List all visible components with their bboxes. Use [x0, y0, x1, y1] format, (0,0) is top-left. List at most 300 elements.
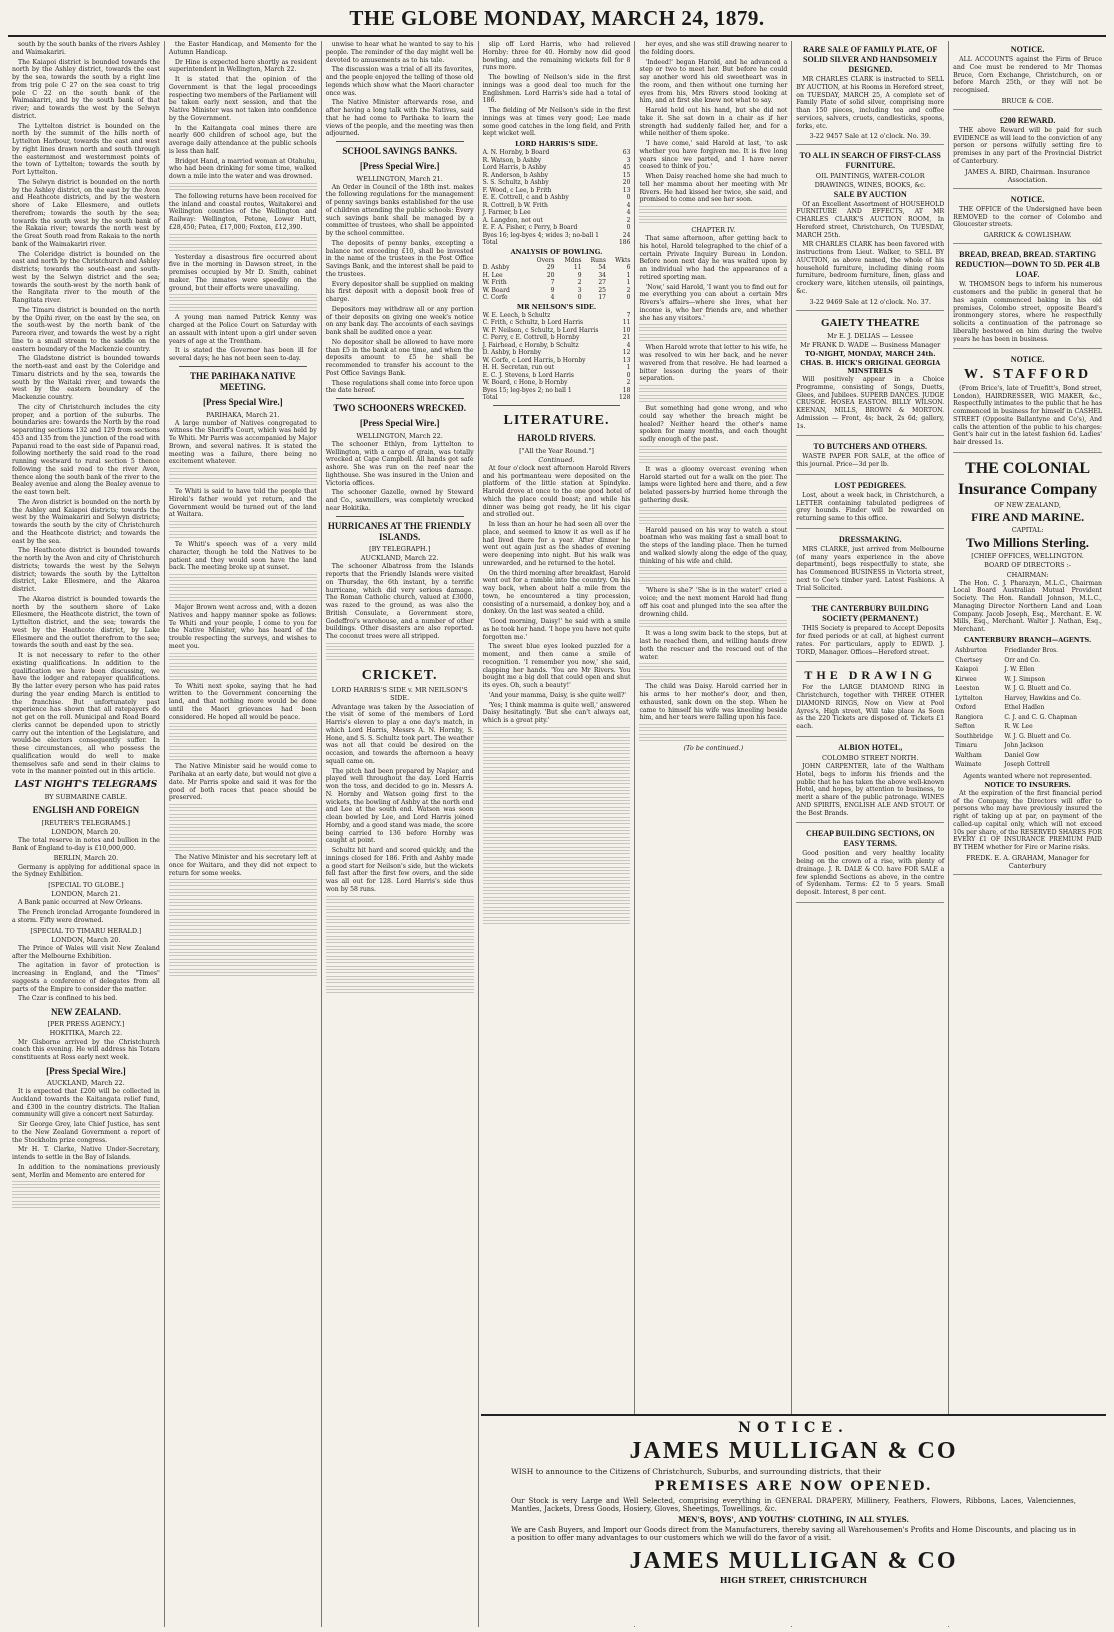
paragraph: unwise to hear what he wanted to say to his people. The reminder of the day might well be devoted to amusements as to his tale. [325, 41, 474, 64]
ad-title: THE DRAWING [804, 668, 937, 683]
ad-title: SALE BY AUCTION [833, 189, 907, 199]
ad-company-name: JAMES MULLIGAN & CO [629, 1548, 958, 1574]
cable-subheading: BY SUBMARINE CABLE. [44, 793, 128, 802]
scorecard-title: MR NEILSON'S SIDE. [516, 302, 597, 311]
ad-subtitle: OIL PAINTINGS, WATER-COLOR DRAWINGS, WINES, BOOKS, &c. [814, 172, 926, 189]
ad-title: ALBION HOTEL, [838, 742, 903, 752]
paragraph: An Order in Council of the 18th inst. makes the following regulations for the management of penny savings banks established for the use of children attending the public schools: Every such savings bank shall be managed by a committee of trustees, who shall be appointed by the school committee. [325, 183, 474, 238]
agent-row [955, 714, 1100, 722]
score-row [483, 372, 631, 380]
ad-signature: JAMES A. BIRD, Chairman. Insurance Association. [965, 167, 1091, 184]
dateline: BERLIN, March 20. [53, 854, 119, 863]
divider [493, 405, 621, 406]
bowling-analysis-title: ANALYSIS OF BOWLING. [510, 247, 603, 256]
table-cell: Joseph Cottrell [1004, 761, 1050, 768]
paragraph: In addition to the nominations previously sent, Merlin and Memento are entered for [12, 1163, 160, 1179]
table-cell: 25 [598, 286, 606, 294]
table-cell: W. Board [482, 286, 510, 294]
ad-title: BREAD, BREAD, BREAD. STARTING REDUCTION—DOWN TO 5D. PER 4LB LOAF. [955, 250, 1100, 280]
table-cell: D. Ashby, b Hornby [482, 349, 542, 357]
text-filler [639, 507, 787, 515]
divider [179, 366, 307, 367]
paragraph: Bridget Hand, a married woman at Otahuhu, who had been drinking for some time, walked down a mile into the water and was drowned. [168, 157, 317, 180]
text-filler [169, 594, 317, 602]
ad-title: CHEAP BUILDING SECTIONS, ON EASY TERMS. [805, 829, 935, 849]
text-filler [639, 724, 787, 732]
paragraph: south by the south banks of the rivers Ashley and Waimakariri. [12, 41, 160, 56]
ad-text: Will positively appear in a Choice Programme, consisting of Songs, Duetts, Glees, and Jubilees. SUPERB DANCES. JUDGE CRUSOE. HOSEA EASTON. BILLY WILSON. KEENAN, MILLS, BROWN & MORTON. Admission — Front, 4s; back, 2s 6d; gallery, 1s. [796, 376, 945, 430]
table-cell: Sefton [955, 723, 975, 730]
text-filler [169, 949, 317, 957]
ad-text: At the expiration of the first financial period of the Company, the Directors will offer to persons who may have previously insured the right of taking up at par, on payment of the called-up capital only, which will not exceed 10s per share, of the RESERVED SHARES FOR EVERY £1 OF INSURANCE PREMIUM PAID BY THEM whether for Fire or Marine risks. [953, 789, 1103, 851]
ad-subtitle: [CHIEF OFFICES, WELLINGTON. [971, 552, 1084, 561]
ad-title: DRESSMAKING. [839, 534, 902, 544]
paragraph: The agitation in favor of protection is increasing in England, and the "Times" suggests a conference of delegates from all parts of the Empire to consider the matter. [12, 962, 160, 993]
text-filler [12, 1191, 160, 1199]
agent-row [955, 742, 1100, 750]
table-cell: C. Frith, c Schultz, b Lord Harris [482, 319, 584, 327]
agent-row [955, 695, 1100, 703]
text-filler [483, 737, 631, 745]
table-cell: 0 [626, 224, 631, 232]
text-filler [483, 857, 631, 865]
agent-row [955, 752, 1100, 760]
paragraph: The Prince of Wales will visit New Zealand after the Melbourne Exhibition. [12, 944, 160, 960]
ad-text: For the LARGE DIAMOND RING in Christchurch, together with THREE OTHER DIAMOND RINGS, Now on View at Pool Ayres's, High street, Will take place As Soon as the 220 Tickets are disposed of. Tickets £1 each. [796, 684, 945, 731]
ad-company-name: JAMES MULLIGAN & CO [629, 1438, 958, 1464]
paragraph: The Gladstone district is bounded towards the north-east and east by the Coleridge and Timaru districts and by the sea, towards the south by the Waitaki river, and towards the west by the eastern boundary of the Mackenzie country. [12, 355, 160, 401]
savings-banks-heading: SCHOOL SAVINGS BANKS. [342, 146, 457, 156]
score-row [483, 172, 631, 180]
table-cell: 12 [622, 349, 631, 357]
paragraph: Major Brown went across and, with a dozen Natives and happy manner spoke as follows: Te Whiti and your people, I come to you for the Native Minister, who has heard of the trouble respecting the surveys, and wishes to meet you. [168, 604, 317, 650]
score-row [483, 202, 631, 210]
parihaka-heading: THE PARIHAKA NATIVE MEETING. [189, 370, 296, 392]
table-cell: 7 [626, 311, 631, 319]
paragraph: To Whiti next spoke, saying that he had written to the Government concerning the land, and that nothing more would be done until the Maori grievances had been considered. He hoped all would be peace. [168, 682, 317, 721]
score-row [483, 319, 631, 327]
text-filler [483, 917, 631, 925]
table-cell: 20 [546, 271, 555, 279]
ad-signature: GARRICK & COWLISHAW. [983, 231, 1072, 240]
paragraph: Harold held out his hand, but she did not take it. She sat down in a chair as if her strength had suddenly failed her, and for a while neither of them spoke. [639, 107, 788, 138]
text-filler [169, 824, 317, 832]
text-filler [169, 889, 317, 897]
ad-title: FIRE AND MARINE. [971, 509, 1085, 524]
ad-notice-heading: NOTICE. [738, 1420, 849, 1436]
paragraph: The French ironclad Arrogante foundered in a storm. Fifty were drowned. [12, 909, 160, 924]
paragraph: 'Yes; I think mamma is quite well,' answered Daisy hesitatingly. 'But she can't always eat, which is a great pity.' [482, 701, 631, 725]
text-filler [639, 567, 787, 575]
paragraph: A large number of Natives congregated to witness the Sheriff's Court, which was held by Te Whiti. Mr Parris was accompanied by Major Brown, and several natives. It is stated the meeting was a failure, there being no excitement whatever. [168, 419, 317, 466]
agent-row [955, 761, 1100, 769]
paragraph: 'Where is she?' 'She is in the water!' cried a voice; and the next moment Harold had flung off his coat and plunged into the sea after the drowning child. [639, 587, 788, 618]
paragraph: Mr Gisborne arrived by the Christchurch coach this evening. He will address his Totara constituents at Ross early next week. [12, 1038, 160, 1061]
text-filler [169, 478, 317, 486]
score-row [483, 387, 631, 395]
table-cell: Byes 15; leg-byes 2; no ball 1 [482, 386, 572, 394]
ad-text: MR CHARLES CLARK has been favored with instructions from Lieut. Walker, to SELL BY AUCTION, as above named, the whole of his household furniture, including dining room furniture, bedroom furniture, linen, glass and crockery ware, kitchen utensils, oil paintings, &c. [796, 241, 945, 295]
table-cell: W. Frith [482, 279, 507, 287]
ad-building-sections [796, 825, 944, 903]
paragraph: A Bank panic occurred at New Orleans. [18, 899, 143, 907]
text-filler [326, 956, 474, 964]
ad-text: THE OFFICE of the Undersigned have been REMOVED to the corner of Colombo and Gloucester streets. [953, 205, 1103, 229]
table-cell: 24 [622, 231, 631, 239]
score-row [483, 194, 631, 202]
ad-subtitle: NOTICE TO INSURERS. [984, 780, 1071, 789]
paragraph: No depositor shall be allowed to have more than £5 in the bank at one time, and when the deposits amount to £5 he shall be recommended to transfer his account to the Post Office Savings Bank. [325, 338, 474, 377]
paragraph: The sweet blue eyes looked puzzled for a moment, and then came a smile of recognition. 'I remember you now,' she said, clapping her hands. 'You are Mr Rivers. You bought me a big doll that could open and shut its eyes. Oh, such a beauty!' [482, 643, 631, 690]
ad-gaiety-theatre [796, 313, 944, 437]
agent-row [955, 723, 1100, 731]
dateline: AUCKLAND, March 22. [47, 1079, 125, 1087]
score-row [483, 157, 631, 165]
text-filler [483, 797, 631, 805]
text-filler [483, 807, 631, 815]
ad-headline: PREMISES ARE NOW OPENED. [654, 1479, 933, 1494]
ad-furniture-sale [796, 147, 944, 310]
paragraph: Yesterday a disastrous fire occurred about five in the morning in Dawson street, in the premises occupied by Mr D. Smith, cabinet maker. The inmates were speedily on the ground, but their efforts were unavailing. [168, 253, 317, 292]
paragraph: Schultz hit hard and scored quickly, and the innings closed for 186. Frith and Ashby made a good start for Neilson's side, but the wickets fell fast after the first few overs, and the side was all out for 128. Lord Harris's side thus won by 58 runs. [325, 847, 474, 893]
table-cell: R. W. Lee [1004, 723, 1033, 730]
divider [336, 398, 464, 399]
column-3 [322, 41, 479, 1627]
table-cell: 18 [622, 386, 631, 394]
text-filler [326, 966, 474, 974]
story-title: HAROLD RIVERS. [517, 433, 596, 444]
paragraph: Te Whiti's speech was of a very mild character, though he told the Natives to be patient and they would soon have the land back. The meeting broke up at sunset. [168, 541, 317, 572]
table-cell: 63 [622, 149, 631, 157]
text-filler [169, 834, 317, 842]
column-5 [635, 41, 792, 1627]
ad-text: Good position and very healthy locality being on the crown of a rise, with plenty of drainage. J. R. DALE & CO. have FOR SALE a few splendid Sections as above, in the centre of Sydenham. Terms: £2 to 5 years. Small deposit. Interest, 8 per cent. [796, 850, 945, 896]
paragraph: The Avon district is bounded on the north by the Ashley and Kaiapoi districts; towards the west by the Waimakariri and Selwyn districts; towards the south by the city of Christchurch and the Heathcote district; and towards the east by the sea. [12, 498, 160, 545]
ad-albion-hotel [796, 739, 944, 823]
text-filler [326, 916, 474, 924]
table-cell: 186 [618, 239, 631, 247]
table-cell: Orr and Co. [1004, 656, 1041, 664]
bowling-header-row [483, 257, 631, 265]
score-row [483, 394, 631, 402]
text-filler [169, 723, 317, 731]
table-cell: 11 [573, 264, 582, 272]
table-header-cell: Overs [536, 256, 555, 264]
text-filler [169, 468, 317, 476]
text-filler [639, 385, 787, 393]
ad-subtitle: CANTERBURY BRANCH—AGENTS. [963, 635, 1092, 644]
text-filler [326, 896, 474, 904]
text-filler [483, 897, 631, 905]
press-wire-heading: [Press Special Wire.] [359, 161, 440, 172]
table-cell: Waimate [955, 761, 982, 768]
table-cell: 2 [626, 216, 631, 224]
ad-title: Insurance Company [958, 480, 1098, 498]
ad-message: WISH to announce to the Citizens of Christchurch, Suburbs, and surrounding districts, that their [511, 1467, 882, 1476]
text-filler [169, 574, 317, 582]
table-cell: Lyttelton [955, 694, 983, 702]
paragraph: her eyes, and she was still drawing nearer to the folding doors. [639, 41, 788, 56]
ad-text: ALL ACCOUNTS against the Firm of Bruce and Coe must be rendered to Mr Thomas Bruce, Corn Exchange, Christchurch, on or before March 25th, or they will not be recognised. [953, 56, 1103, 94]
column-4 [479, 41, 636, 1627]
ad-title: RARE SALE OF FAMILY PLATE, OF SOLID SILVER AND HANDSOMELY DESIGNED. [803, 45, 938, 74]
text-filler [483, 727, 631, 735]
table-cell: Byes 16; leg-byes 4; wides 3; no-ball 1 [482, 231, 599, 239]
paragraph: It is stated the Governor has been ill for several days; he has not been seen to-day. [168, 347, 317, 362]
table-cell: A. Langdon, not out [482, 216, 543, 224]
paragraph: 'Good morning, Daisy!' he said with a smile as he took her hand. 'I hope you have not quite forgotten me.' [482, 618, 631, 641]
table-cell: C. J. and C. G. Chapman [1004, 713, 1078, 721]
paragraph: It was a gloomy overcast evening when Harold started out for a walk on the pier. The lamps were lighted here and there, and a few belated passers-by hurried home through the gathering dusk. [639, 465, 788, 504]
telegraph-label: [BY TELEGRAPH.] [369, 545, 431, 553]
text-filler [483, 887, 631, 895]
paragraph: The Native Minister and his secretary left at once for Waitara, and they did not expect to return for some weeks. [168, 854, 317, 877]
ad-subtitle: CAPITAL: [1011, 525, 1044, 534]
paragraph: The Heathcote district is bounded towards the north by the Avon and city of Christchurch districts; towards the west by the Selwyn district; towards the south by the Lyttelton district, Lake Ellesmere, and the Akaroa district. [12, 547, 160, 593]
dateline: LONDON, March 20. [51, 827, 121, 836]
ad-signature: FREDK. E. A. GRAHAM, Manager for Canterbury [965, 853, 1090, 870]
table-cell: 2 [577, 279, 582, 287]
divider [336, 141, 464, 142]
paragraph: The pitch had been prepared by Napier, and played well throughout the day. Lord Harris won the toss, and decided to go in. Messrs A. N. Hornby and Watson going first to the wickets, the bowling of Ashby at the north end and Lee at the south end. Watson was soon clean bowled by Lee, and Lord Harris joined Hornby, and a good stand was made, the score being carried to 136 before Hornby was caught at point. [325, 767, 474, 845]
notice-reward [953, 112, 1102, 189]
table-cell: F. Wood, c Lee, b Frith [482, 186, 552, 194]
text-filler [483, 817, 631, 825]
schooners-heading: TWO SCHOONERS WRECKED. [333, 403, 466, 414]
text-filler [169, 183, 317, 191]
text-filler [326, 653, 474, 661]
text-filler [639, 456, 787, 464]
score-row [483, 209, 631, 217]
new-zealand-heading: NEW ZEALAND. [51, 1007, 121, 1017]
table-cell: J. Farmer, b Lee [482, 209, 531, 217]
ad-name: W. STAFFORD [964, 367, 1092, 383]
notice-bread [953, 246, 1102, 349]
chapter-heading: CHAPTER IV. [691, 226, 736, 234]
bowling-row [483, 272, 631, 280]
text-filler [639, 216, 787, 224]
bowling-row [483, 264, 631, 272]
ad-clothing-line: MEN'S, BOYS', AND YOUTHS' CLOTHING, IN ALL STYLES. [678, 1515, 909, 1524]
table-cell: 54 [598, 264, 606, 272]
table-cell: Total [482, 394, 498, 402]
special-label: [SPECIAL TO GLOBE.] [48, 881, 124, 889]
text-filler [639, 663, 787, 671]
table-cell: C. Perry, c E. Cottrell, b Hornby [482, 334, 580, 342]
ad-subtitle: OF NEW ZEALAND, [994, 500, 1061, 509]
paragraph: Mr H. T. Clarke, Native Under-Secretary, intends to settle in the Bay of Islands. [12, 1146, 160, 1162]
table-cell: S. S. Schultz, b Ashby [482, 179, 549, 187]
paragraph: 'Indeed!' began Harold, and he advanced a step or two to meet her. But before he could say another word his old sweetheart was in the room, and then without one turning her eyes from his, Mrs Rivers stood looking at him, and at first she knew not what to say. [639, 58, 788, 105]
ad-signature: BRUCE & COE. [1001, 96, 1054, 105]
agent-row [955, 685, 1100, 693]
table-cell: D. Ashby [482, 264, 510, 272]
score-row [483, 187, 631, 195]
paragraph: The Czar is confined to his bed. [18, 995, 118, 1003]
paragraph: The Native Minister afterwards rose, and after having a long talk with the Natives, said that he had come to Parihaka to learn the views of the people, and the meeting was then adjourned. [325, 99, 474, 138]
ad-text: (From Brice's, late of Truefitt's, Bond street, London), HAIRDRESSER, WIG MAKER, &c., Respectfully intimates to the public that he has commenced in business for himself in CASHEL STREET (Opposite Ballantyne and Co's), And calls the attention of the public to his charges: Gent's hair cut in the latest fashion 6d. Ladies' hair dressed 1s. [953, 384, 1103, 446]
text-filler [326, 986, 474, 994]
text-filler [169, 244, 317, 252]
bowling-table [483, 257, 631, 302]
table-cell: 9 [577, 271, 582, 279]
scorecard-title: LORD HARRIS'S SIDE. [515, 140, 598, 148]
text-filler [639, 517, 787, 525]
ad-signature: 3-22 9457 Sale at 12 o'clock. No. 39. [809, 132, 931, 141]
table-cell: 1 [626, 364, 631, 372]
paragraph: The schooner Gazelle, owned by Steward and Co., sawmillers, was completely wrecked near Hokitika. [325, 489, 474, 512]
text-filler [169, 234, 317, 242]
text-filler [169, 879, 317, 887]
table-cell: 27 [598, 279, 606, 287]
table-cell: Friedlander Bros. [1004, 647, 1059, 654]
table-cell: Timaru [955, 742, 978, 749]
text-filler [12, 1181, 160, 1189]
table-cell: Oxford [955, 704, 977, 711]
table-cell: 7 [550, 279, 555, 287]
paragraph: On the third morning after breakfast, Harold went out for a ramble into the country. On his way back, when about half a mile from the town, he encountered a tiny procession, consisting of a nursemaid, a donkey boy, and a donkey. On the last was seated a child. [482, 569, 631, 616]
score-row [483, 327, 631, 335]
dateline: LONDON, March 20. [51, 935, 121, 944]
ad-title: NOTICE. [1010, 45, 1045, 54]
text-filler [483, 847, 631, 855]
paragraph: The schooner Ethlyn, from Lyttelton to Wellington, with a cargo of grain, was totally wrecked at Cape Campbell. All hands got safe ashore. She was run on the reef near the lighthouse. She was insured in the Union and Victoria offices. [325, 440, 474, 487]
paragraph: The Lyttelton district is bounded on the north by the summit of the hills north of Lyttelton Harbour, towards the east and west by right lines drawn north and south through the easternmost and westernmost points of the town of Lyttelton; towards the south by Port Lyttelton. [12, 122, 160, 176]
column-2 [165, 41, 322, 1627]
dateline: PARIHAKA, March 21. [205, 410, 280, 419]
paragraph: Every depositor shall be supplied on making his first deposit with a deposit book free of charge. [325, 280, 474, 304]
notice-bruce-coe [953, 41, 1102, 110]
table-cell: Kaiapoi [955, 666, 979, 673]
table-cell: 3 [577, 286, 582, 294]
paragraph: When Harold wrote that letter to his wife, he was resolved to win her back, and he never wavered from that resolve. He had learned a bitter lesson during the years of their separation. [639, 344, 788, 383]
text-filler [169, 584, 317, 592]
paragraph: In less than an hour he had seen all over the place, and seemed to know it as well as if he had lived there for a year. After dinner he went out again just as the shades of evening were deepening into night. But his walk was unrewarded, and he returned to the hotel. [482, 521, 631, 567]
ad-text: We are Cash Buyers, and Import our Goods direct from the Manufacturers, thereby saving all Warehousemen's Profits and Home Discounts, and placing us in a position to offer many advantages to our customers which we will do the favor of a visit. [511, 1526, 1076, 1542]
score-row [483, 364, 631, 372]
ad-title: TO BUTCHERS AND OTHERS. [813, 442, 928, 452]
table-cell: 10 [622, 326, 631, 334]
bowling-row [483, 294, 631, 302]
table-cell: 34 [598, 271, 606, 279]
table-cell: R. Cottrell, b W. Frith [482, 201, 548, 209]
table-cell: W. Corfe, c Lord Harris, b Hornby [482, 356, 586, 364]
table-cell: 4 [626, 201, 631, 209]
score-row [483, 232, 631, 240]
paragraph: It was a long swim back to the steps, but at last he reached them, and willing hands drew both the rescuer and the rescued out of the water. [639, 630, 788, 661]
text-filler [326, 976, 474, 984]
agent-row [955, 647, 1100, 655]
text-filler [169, 673, 317, 681]
ad-title: LOST PEDIGREES. [834, 480, 906, 490]
literature-heading: LITERATURE. [503, 412, 610, 428]
paragraph: 'And your mamma, Daisy, is she quite well?' [488, 691, 626, 699]
text-filler [639, 206, 787, 214]
text-filler [639, 446, 787, 454]
text-filler [169, 753, 317, 761]
ad-dressmaking [796, 531, 944, 599]
paragraph: The Native Minister said he would come to Parihaka at an early date, but would not give a date. Mr Parris spoke and said it was for the good of both races that peace should be preserved. [168, 763, 317, 802]
to-be-continued: (To be continued.) [683, 744, 744, 753]
paragraph: The deposits of penny banks, excepting a balance not exceeding £10, shall be invested in the name of the trustees in the Post Office Savings Bank, and the interest shall be paid to the trustees. [325, 239, 474, 278]
table-cell: Harvey, Hawkins and Co. [1004, 694, 1081, 702]
table-header-cell: Runs [590, 256, 606, 264]
scorecard-table [483, 149, 631, 247]
paragraph: 'I have come,' said Harold at last, 'to ask whether you have forgiven me. It is five long years since we parted, and I have never ceased to think of you.' [639, 140, 788, 171]
divider [336, 516, 464, 517]
table-cell: 11 [622, 319, 631, 327]
table-cell: 0 [626, 294, 631, 302]
text-filler [326, 936, 474, 944]
ad-family-plate [796, 41, 944, 145]
paragraph: The Akaroa district is bounded towards the north by the southern shore of Lake Ellesmere, the Heathcote district, the town of Lyttelton district, and the sea; towards the west by the Heathcote district, by Lake Ellesmere and the outlet therefrom to the sea; towards the south and east by the sea. [12, 595, 160, 650]
text-filler [326, 926, 474, 934]
table-header-cell [483, 257, 526, 265]
table-cell: W. J. G. Bluett and Co. [1004, 732, 1072, 740]
ad-colonial-insurance [953, 455, 1102, 875]
ad-title: THE COLONIAL [965, 459, 1091, 477]
table-cell: 0 [626, 371, 631, 379]
paragraph: The discussion was a trial of all its favorites, and the people enjoyed the telling of those old legends which show what the Maori character once was. [325, 66, 474, 97]
paragraph: But something had gone wrong, and who could say whether the breach might be healed? Neither heard the other's name spoken for many months, and each thought sadly enough of the past. [639, 405, 788, 444]
paragraph: Dr Hine is expected here shortly as resident superintendent in Wellington, March 22. [168, 58, 317, 74]
scorecard-table [483, 312, 631, 402]
table-cell: 20 [622, 179, 631, 187]
paragraph: the Easter Handicap, and Memento for the Autumn Handicap. [168, 41, 317, 56]
score-row [483, 179, 631, 187]
text-filler [169, 919, 317, 927]
table-cell: 4 [550, 294, 555, 302]
hurricanes-heading: HURRICANES AT THE FRIENDLY ISLANDS. [327, 520, 472, 542]
table-cell: Daniel Gow [1004, 751, 1040, 759]
dateline: WELLINGTON, March 21. [356, 174, 443, 183]
table-cell: Kirwee [955, 675, 977, 683]
table-cell: C. Corfe [482, 294, 508, 302]
ad-text: W. THOMSON begs to inform his numerous customers and the public in general that he has again commenced baking in his old premises, Colombo street, opposite Beard's ironmongery stores, where he respectfully solicits a continuation of the patronage so liberally bestowed on him during the twelve years he has been in business. [953, 281, 1103, 343]
ad-manager: Mr FRANK D. WADE — Business Manager [800, 340, 941, 349]
table-cell: 17 [598, 294, 606, 302]
text-filler [169, 294, 317, 302]
paragraph: The Kaiapoi district is bounded towards the north by the Ashley district, towards the east by the sea, towards the south by a right line from trig pole C 27 on the sea coast to trig pole C 22 on the south bank of the Waimakariri, and by the south bank of that river; and towards the west by the Selwyn district. [12, 58, 160, 120]
table-cell: A. N. Hornby, b Board [482, 149, 550, 157]
text-filler [483, 767, 631, 775]
ad-text: MRS CLARKE, just arrived from Melbourne (of many years experience in the above department), begs respectfully to state, she has Commenced BUSINESS in Victoria street, next to Coe's timber yard. Latest Fashions. A Trial Solicited. [796, 545, 945, 592]
table-cell: E. E. Cottrell, c and b Ashby [482, 194, 569, 202]
text-filler [639, 620, 787, 628]
score-row [483, 239, 631, 247]
table-cell: Leeston [955, 685, 980, 692]
text-filler [483, 837, 631, 845]
paragraph: These regulations shall come into force upon the date hereof. [325, 379, 474, 395]
table-cell: E. F. A. Fisher, c Perry, b Board [482, 224, 578, 232]
notice-stafford [953, 351, 1102, 453]
table-cell: 45 [622, 164, 631, 172]
text-filler [326, 643, 474, 651]
table-cell: 1 [626, 271, 631, 279]
table-cell: Waltham [955, 751, 982, 759]
text-filler [169, 521, 317, 529]
paragraph: The Selwyn district is bounded on the north by the Ashley district, on the east by the Avon and Heathcote districts, and by the western shore of Lake Ellesmere, and outlets therefrom; towards the south by the sea; towards the south west by the south bank of the Rakaia river; towards the north west by the Great South road from Rakaia to the north bank of the Waimakariri river. [12, 178, 160, 248]
table-cell: Lord Harris, b Ashby [482, 164, 547, 172]
table-cell: J. W. Ellen [1004, 666, 1035, 673]
paragraph: 'Now,' said Harold, 'I want you to find out for me everything you can about a certain Mrs Rivers's affairs—where she lives, what her income is, who her friends are, and whether she has any visitors.' [639, 283, 788, 322]
press-wire-heading: [Press Special Wire.] [359, 418, 440, 429]
table-header-cell: Mdns [564, 256, 582, 264]
paragraph: In the Kaitangata coal mines there are nearly 600 children of school age, but the average daily attendance at the public schools is less than half. [168, 124, 317, 155]
table-cell: J. Fairhead, c Hornby, b Schultz [482, 341, 579, 349]
ad-subtitle: BOARD OF DIRECTORS :- [984, 561, 1072, 570]
table-cell: 15 [622, 171, 631, 179]
